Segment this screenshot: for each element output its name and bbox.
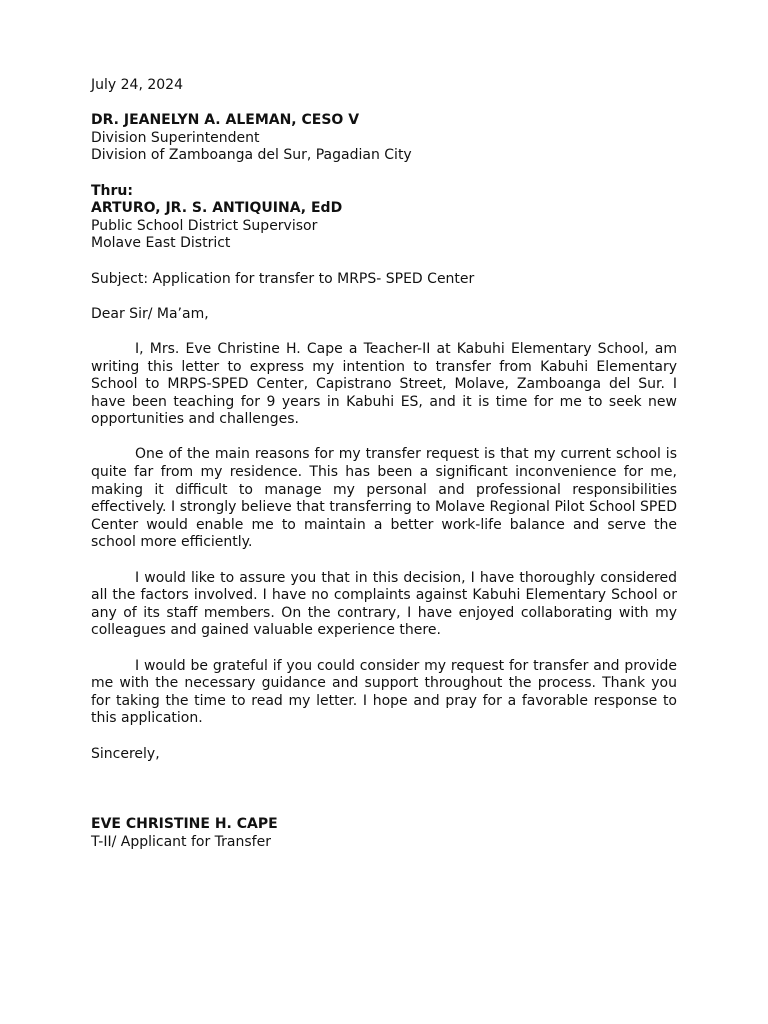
signatory-title: T-II/ Applicant for Transfer bbox=[91, 833, 271, 850]
recipient-office: Division of Zamboanga del Sur, Pagadian City bbox=[91, 147, 412, 164]
subject-line: Subject: Application for transfer to MRPS- SPED Center bbox=[91, 270, 475, 287]
salutation: Dear Sir/ Ma’am, bbox=[91, 305, 209, 322]
thru-office: Molave East District bbox=[91, 235, 231, 252]
recipient-title: Division Superintendent bbox=[91, 129, 260, 146]
thru-title: Public School District Supervisor bbox=[91, 217, 318, 234]
recipient-name: DR. JEANELYN A. ALEMAN, CESO V bbox=[91, 112, 360, 129]
closing: Sincerely, bbox=[91, 745, 160, 762]
thru-name: ARTURO, JR. S. ANTIQUINA, EdD bbox=[91, 200, 343, 217]
body-paragraph-3: I would like to assure you that in this decision, I have thoroughly considered all the factors involved. I have no complaints against Kabuhi Elementary School or any of its staff members. On the contrary, I have enjoyed collaborating with my colleagues and gained valuable experience there. bbox=[91, 569, 677, 639]
body-paragraph-4: I would be grateful if you could consider my request for transfer and provide me with the necessary guidance and support throughout the process. Thank you for taking the time to read my letter. I hope and pray for a favorable response to this application. bbox=[91, 657, 677, 727]
letter-date: July 24, 2024 bbox=[91, 77, 183, 93]
thru-label: Thru: bbox=[91, 182, 133, 199]
body-paragraph-2: One of the main reasons for my transfer request is that my current school is quite far from my residence. This has been a significant inconvenience for me, making it difficult to manage my personal and professional responsibilities effectively. I strongly believe that transferring to Molave Regional Pilot School SPED Center would enable me to maintain a better work-life balance and serve the school more efficiently. bbox=[91, 446, 677, 551]
signatory-name: EVE CHRISTINE H. CAPE bbox=[91, 815, 278, 832]
letter-body bbox=[91, 77, 677, 851]
body-paragraph-1: I, Mrs. Eve Christine H. Cape a Teacher-II at Kabuhi Elementary School, am writing this letter to express my intention to transfer from Kabuhi Elementary School to MRPS-SPED Center, Capistrano Street, Molave, Zamboanga del Sur. I have been teaching for 9 years in Kabuhi ES, and it is time for me to seek new opportunities and challenges. bbox=[91, 340, 677, 428]
